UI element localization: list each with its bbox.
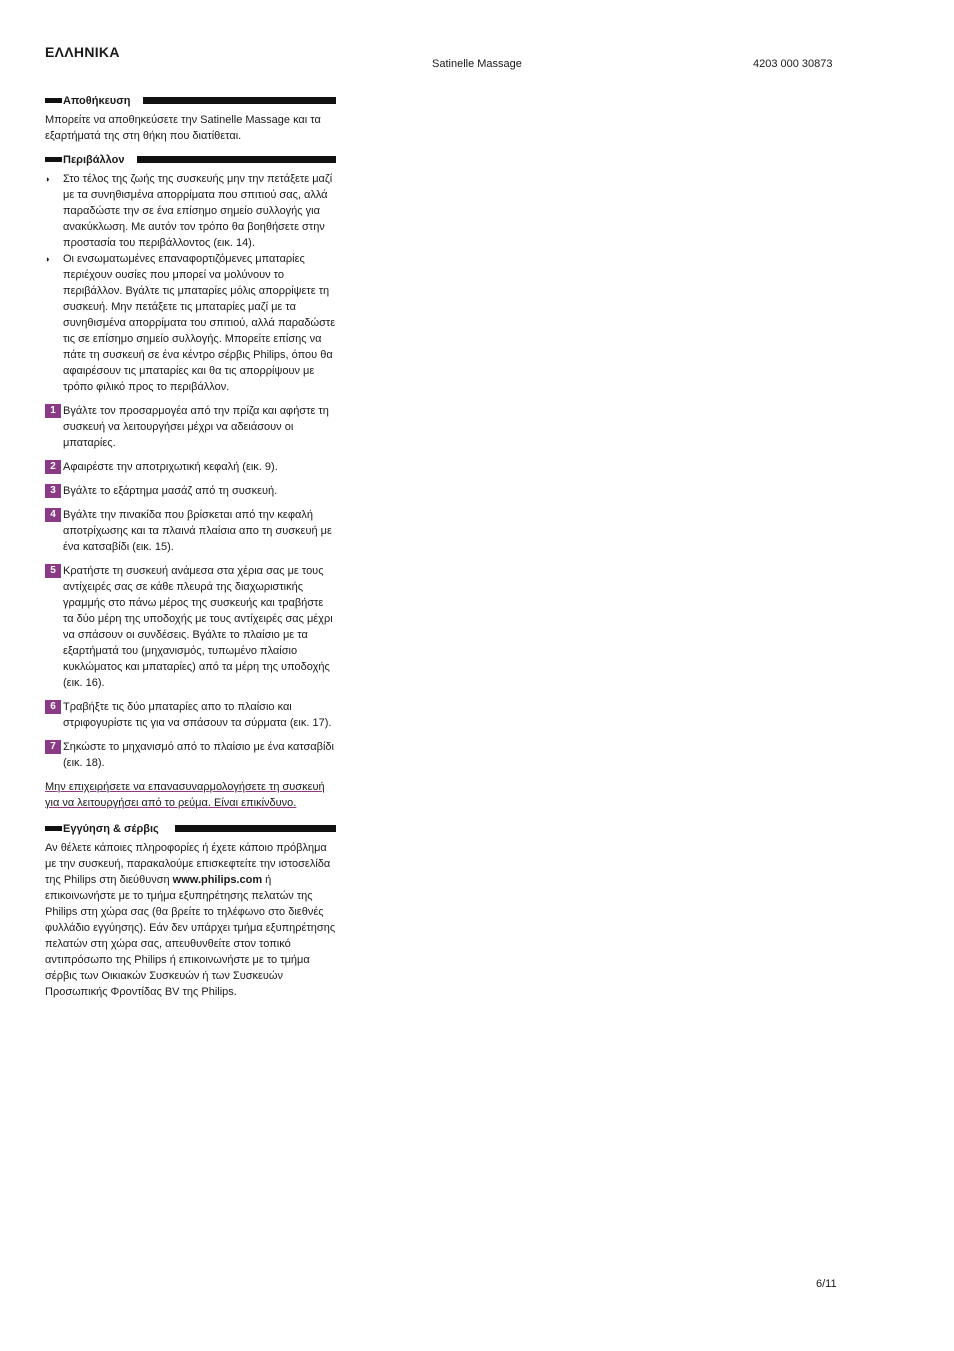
step-item	[45, 507, 336, 555]
section-title: Περιβάλλον	[63, 154, 125, 166]
step-number-badge: 3	[45, 484, 61, 498]
step-text: Σηκώστε το μηχανισμό από το πλαίσιο με ένα κατσαβίδι (εικ. 18).	[63, 741, 335, 769]
step-text: Βγάλτε το εξάρτημα μασάζ από τη συσκευή.	[63, 485, 278, 497]
product-name: Satinelle Massage	[432, 58, 522, 70]
step-number-badge: 6	[45, 700, 61, 714]
section-rule-bar	[143, 97, 336, 104]
step-number-badge: 2	[45, 460, 61, 474]
guarantee-text	[45, 840, 336, 1000]
section-title: Αποθήκευση	[63, 95, 131, 107]
step-number-badge: 7	[45, 740, 61, 754]
step-text: Βγάλτε τον προσαρμογέα από την πρίζα και αφήστε τη συσκευή να λειτουργήσει μέχρι να αδειάσουν οι μπαταρίες.	[63, 405, 329, 449]
step-text: Βγάλτε την πινακίδα που βρίσκεται από την κεφαλή αποτρίχωσης και τα πλαινά πλαίσια απο τη συσκευή με ένα κατσαβίδι (εικ. 15).	[63, 509, 332, 553]
step-text: Κρατήστε τη συσκευή ανάμεσα στα χέρια σας με τους αντίχειρές σας σε κάθε πλευρά της διαχωριστικής γραμμής στο πάνω μέρος της συσκευής και τραβήστε τα δύο μέρη της υποδοχής με τους αντίχειρές σας μέχρι να σπάσουν οι συνδέσεις. Βγάλτε το πλαίσιο με τα εξαρτήματά του (μηχανισμός, τυπωμένο πλαίσιο κυκλώματος και μπαταρίες) από τα μέρη της υποδοχής (εικ. 16).	[63, 565, 333, 689]
step-item	[45, 403, 336, 451]
step-item	[45, 483, 336, 499]
storage-text: Μπορείτε να αποθηκεύσετε την Satinelle Massage και τα εξαρτήματά της στη θήκη που διατίθεται.	[45, 114, 321, 142]
bullet-icon: ◗	[45, 254, 51, 264]
step-item	[45, 739, 336, 771]
page-number: 6/11	[816, 1278, 837, 1290]
step-item	[45, 699, 336, 731]
website-link[interactable]: www.philips.com	[172, 874, 263, 886]
language-heading: ΕΛΛΗΝΙΚΑ	[45, 44, 120, 60]
step-number-badge: 5	[45, 564, 61, 578]
section-rule-lead	[45, 98, 62, 103]
main-column	[45, 93, 336, 1000]
bullet-text: Οι ενσωματωμένες επαναφορτιζόμενες μπαταρίες περιέχουν ουσίες που μπορεί να μολύνουν το περιβάλλον. Βγάλτε τις μπαταρίες μόλις απορρίψετε τη συσκευή. Μην πετάξετε τις μπαταρίες μαζί με τα συνηθισμένα απορρίματα του σπιτιού, αλλά παραδώστε τις σε επίσημο σημείο συλλογής. Μπορείτε επίσης να πάτε τη συσκευή σε ένα κέντρο σέρβις Philips, όπου θα αφαιρέσουν τις μπαταρίες και θα τις απορρίψουν με τρόπο φιλικό προς το περιβάλλον.	[63, 253, 336, 393]
section-rule-lead	[45, 826, 62, 831]
section-rule-lead	[45, 157, 62, 162]
section-header-guarantee	[45, 821, 336, 837]
section-rule-bar	[175, 825, 336, 832]
step-number-badge: 1	[45, 404, 61, 418]
bullet-item	[45, 251, 336, 395]
section-header-environment	[45, 152, 336, 168]
bullet-text: Στο τέλος της ζωής της συσκευής μην την πετάξετε μαζί με τα συνηθισμένα απορρίματα που σπιτιού σας, αλλά παραδώστε την σε ένα επίσημο σημείο συλλογής για ανακύκλωση. Με αυτόν τον τρόπο θα βοηθήσετε στην προστασία του περιβάλλοντος (εικ. 14).	[63, 173, 333, 249]
bullet-icon: ◗	[45, 174, 51, 184]
section-header-storage	[45, 93, 336, 109]
step-item	[45, 563, 336, 691]
guarantee-text-part: ή επικοινωνήστε με το τμήμα εξυπηρέτησης πελατών της Philips στη χώρα σας (θα βρείτε το τηλέφωνο στο διεθνές φυλλάδιο εγγύησης). Εάν δεν υπάρχει τμήμα εξυπηρέτησης πελατών στη χώρα σας, απευθυνθείτε στον τοπικό αντιπρόσωπο της Philips ή επικοινωνήστε με το τμήμα σέρβις των Οικιακών Συσκευών ή των Συσκευών Προσωπικής Φροντίδας BV της Philips.	[45, 874, 336, 998]
step-item	[45, 459, 336, 475]
section-rule-bar	[137, 156, 336, 163]
warning-text: Μην επιχειρήσετε να επανασυναρμολογήσετε τη συσκευή για να λειτουργήσει από το ρεύμα. Είναι επικίνδυνο.	[45, 781, 325, 809]
step-number-badge: 4	[45, 508, 61, 522]
document-code: 4203 000 30873	[753, 58, 833, 70]
step-text: Τραβήξτε τις δύο μπαταρίες απο το πλαίσιο και στριφογυρίστε τις για να σπάσουν τα σύρματα (εικ. 17).	[63, 701, 332, 729]
guarantee-text-part: Αν θέλετε κάποιες πληροφορίες ή έχετε κάποιο πρόβλημα με την συσκευή, παρακαλούμε επισκεφτείτε την ιστοσελίδα της Philips στη διεύθυνση	[45, 842, 331, 886]
section-title: Εγγύηση & σέρβις	[63, 823, 159, 835]
step-text: Αφαιρέστε την αποτριχωτική κεφαλή (εικ. 9).	[63, 461, 278, 473]
bullet-item	[45, 171, 336, 251]
